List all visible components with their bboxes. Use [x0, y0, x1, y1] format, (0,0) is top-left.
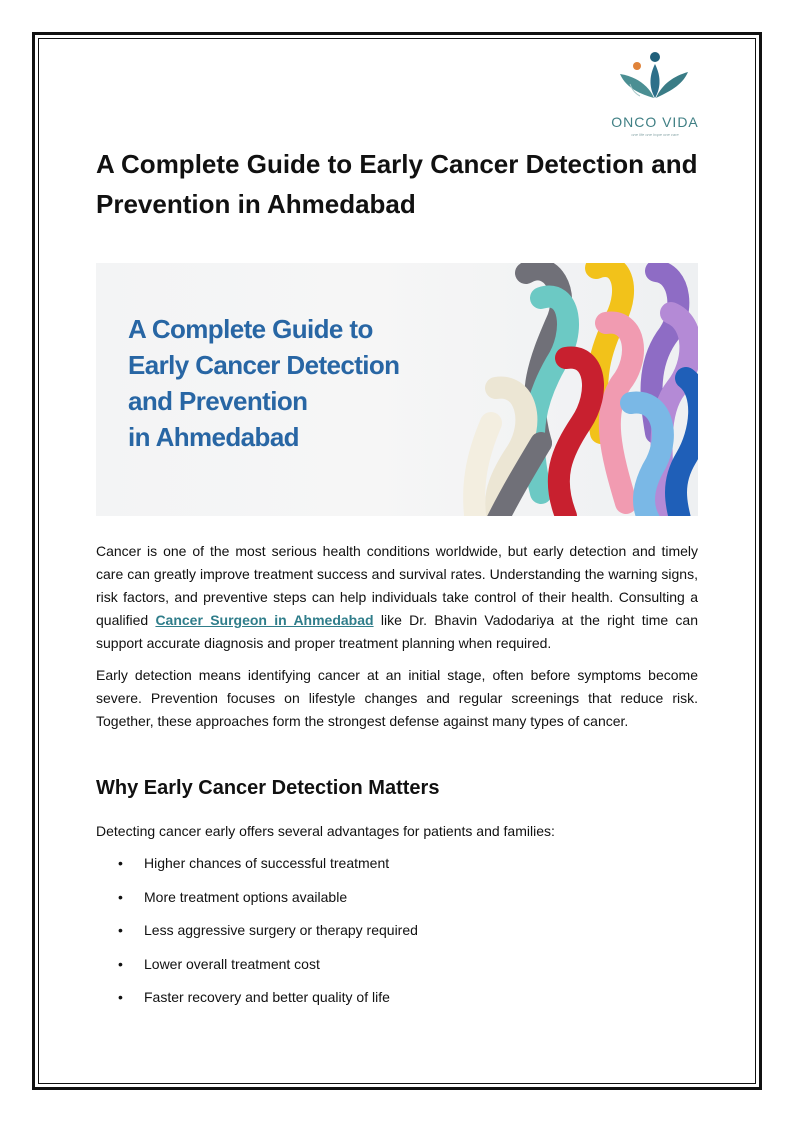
list-item-text: Faster recovery and better quality of life — [144, 989, 390, 1005]
list-item — [96, 953, 698, 987]
section-lead: Detecting cancer early offers several advantages for patients and families: — [96, 823, 555, 839]
intro-text-after-link: like Dr. Bhavin Vadodariya at the right time can support accurate diagnosis and proper treatment planning when required. — [96, 612, 698, 651]
bullet-icon: • — [118, 989, 123, 1005]
logo-tagline: one life one hope one care — [631, 132, 679, 137]
banner-heading — [128, 311, 448, 455]
early-detection-paragraph: Early detection means identifying cancer at an initial stage, often before symptoms become severe. Prevention focuses on lifestyle changes and regular screenings that reduce risk. Together, these approaches form the strongest defense against many types of cancer. — [96, 667, 698, 729]
list-item-text: Lower overall treatment cost — [144, 955, 320, 972]
intro-text-before-link: Cancer is one of the most serious health conditions worldwide, but early detection and timely care can greatly improve treatment success and survival rates. Understanding the warning signs, risk factors, and preventive steps can help individuals take control of their health. Consulting a qualified — [96, 543, 698, 628]
intro-paragraph — [96, 540, 698, 655]
bullet-icon: • — [118, 922, 123, 938]
bullet-icon: • — [118, 855, 123, 871]
bullet-icon: • — [118, 955, 123, 972]
list-item-text: Higher chances of successful treatment — [144, 855, 390, 871]
list-item — [96, 986, 698, 1020]
section-heading: Why Early Cancer Detection Matters — [96, 777, 440, 799]
banner-line: and Prevention — [128, 386, 308, 416]
logo-leaf-icon — [610, 48, 700, 114]
page-title: A Complete Guide to Early Cancer Detection and Prevention in Ahmedabad — [96, 149, 698, 219]
benefits-list — [96, 852, 698, 1020]
banner-line: A Complete Guide to — [128, 314, 373, 344]
onco-vida-logo — [610, 48, 700, 140]
list-item-text: Less aggressive surgery or therapy required — [144, 922, 418, 938]
cancer-surgeon-link[interactable]: Cancer Surgeon in Ahmedabad — [155, 612, 374, 628]
banner-line: in Ahmedabad — [128, 422, 299, 452]
list-item — [96, 852, 698, 886]
list-item-text: More treatment options available — [144, 888, 348, 905]
list-item — [96, 919, 698, 953]
banner-line: Early Cancer Detection — [128, 350, 400, 380]
list-item — [96, 886, 698, 920]
hero-banner — [96, 263, 698, 516]
bullet-icon: • — [118, 888, 123, 905]
logo-brand-text: ONCO VIDA — [611, 114, 699, 130]
